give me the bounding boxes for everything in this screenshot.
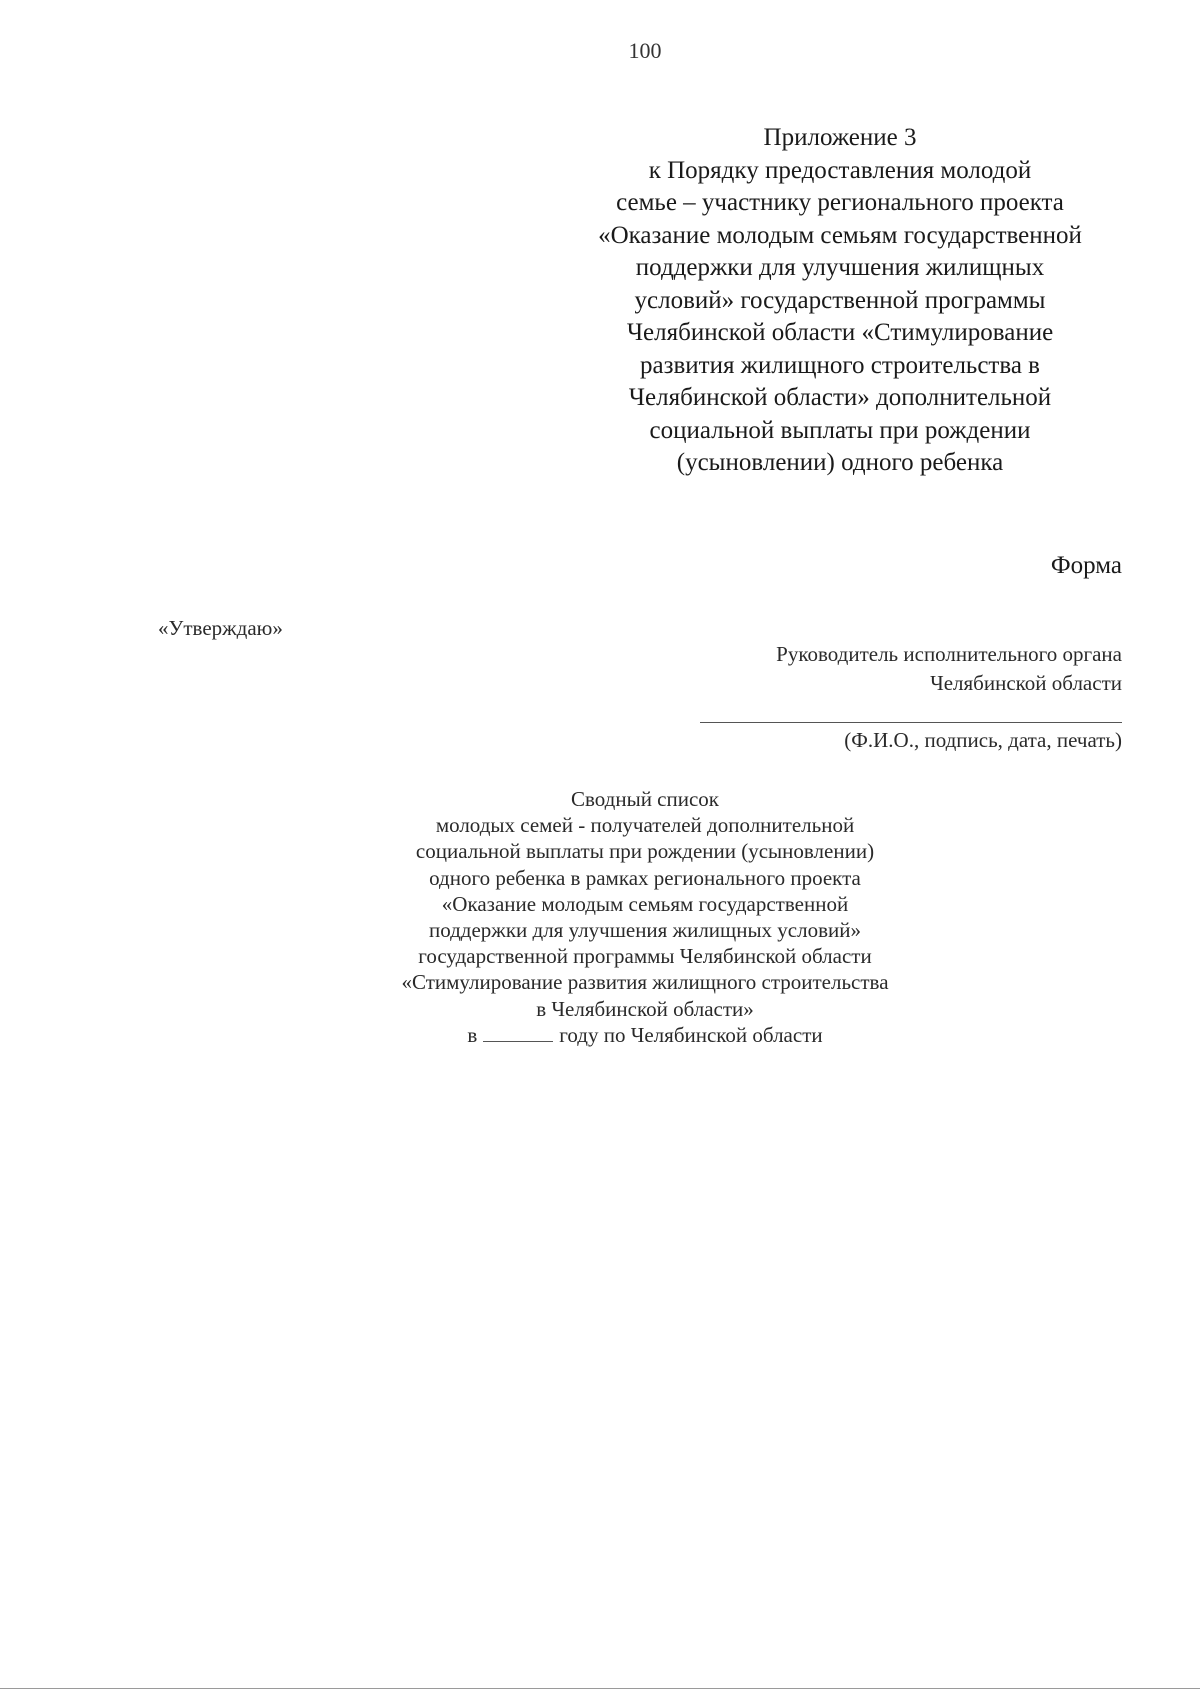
appendix-line: «Оказание молодым семьям государственной	[598, 221, 1082, 249]
year-blank-field	[483, 1023, 553, 1042]
summary-line: поддержки для улучшения жилищных условий»	[428, 918, 862, 943]
summary-year-line	[0, 1022, 1200, 1048]
summary-line: государственной программы Челябинской области	[418, 944, 872, 969]
page-number: 100	[628, 38, 662, 63]
summary-line: молодых семей - получателей дополнительной	[435, 813, 855, 838]
appendix-line: семье – участнику регионального проекта	[616, 189, 1064, 216]
signature-caption: (Ф.И.О., подпись, дата, печать)	[844, 728, 1122, 752]
appendix-line: социальной выплаты при рождении	[649, 416, 1031, 444]
summary-line: «Оказание молодым семьям государственной	[441, 891, 849, 916]
appendix-line: Челябинской области «Стимулирование	[626, 319, 1054, 346]
summary-line: одного ребенка в рамках регионального проекта	[429, 865, 861, 890]
appendix-line: развития жилищного строительства в	[640, 351, 1040, 379]
year-suffix: году по Челябинской области	[559, 1022, 823, 1047]
appendix-line: Челябинской области» дополнительной	[628, 384, 1052, 411]
head-line: Руководитель исполнительного органа	[776, 642, 1122, 666]
appendix-line: (усыновлении) одного ребенка	[676, 449, 1004, 476]
scan-bottom-edge	[0, 1688, 1200, 1689]
appendix-line: Приложение 3	[763, 124, 917, 151]
appendix-line: поддержки для улучшения жилищных	[635, 254, 1045, 281]
summary-line: социальной выплаты при рождении (усыновлении)	[415, 839, 875, 864]
summary-line: Сводный список	[570, 787, 719, 811]
appendix-header	[560, 122, 1120, 480]
approve-label: «Утверждаю»	[158, 616, 283, 640]
summary-title	[0, 786, 1200, 1048]
appendix-line: условий» государственной программы	[634, 286, 1046, 314]
head-of-authority	[776, 640, 1122, 698]
form-label: Форма	[1050, 552, 1122, 579]
year-prefix: в	[467, 1022, 478, 1047]
summary-line: в Челябинской области»	[536, 996, 754, 1021]
head-line: Челябинской области	[930, 671, 1122, 695]
signature-line	[700, 722, 1122, 723]
appendix-line: к Порядку предоставления молодой	[648, 156, 1032, 184]
summary-line: «Стимулирование развития жилищного строительства	[401, 970, 889, 995]
